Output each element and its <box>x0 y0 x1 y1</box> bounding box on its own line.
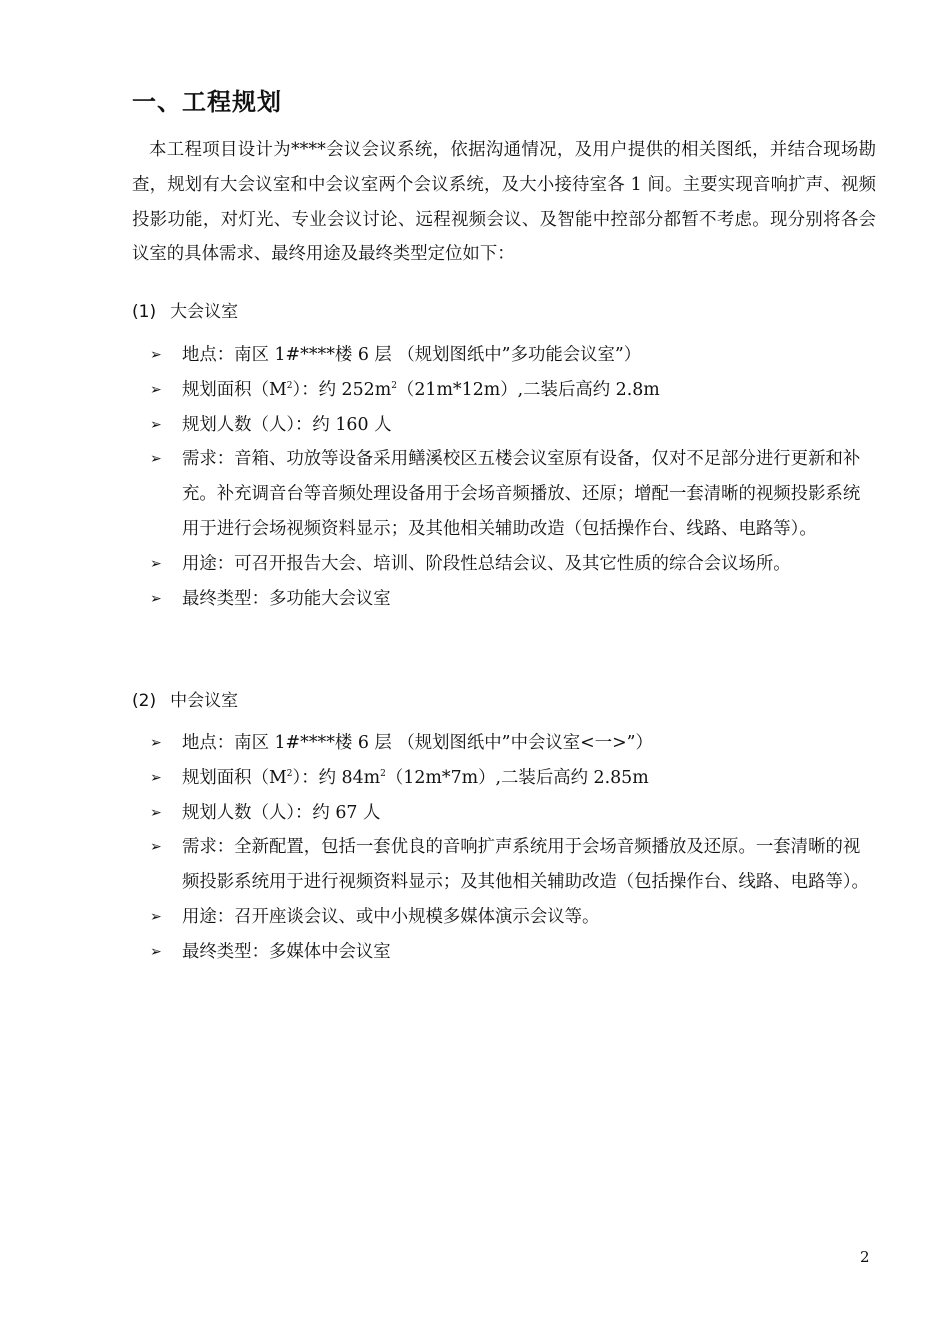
subheading-large-room <box>132 297 238 322</box>
section-title: 一、工程规划 <box>132 88 282 116</box>
arrow-bullet-icon: ➢ <box>150 769 162 786</box>
list-item-purpose: ➢ 用途：可召开报告大会、培训、阶段性总结会议、及其它性质的综合会议场所。 <box>150 547 876 582</box>
list-item-needs: ➢ 需求：音箱、功放等设备采用鳝溪校区五楼会议室原有设备，仅对不足部分进行更新和补充。补充调音台等音频处理设备用于会场音频播放、还原；增配一套清晰的视频投影系统用于进行会场视频资料显示；及其他相关辅助改造（包括操作台、线路、电路等）。 <box>150 442 876 546</box>
list-item-purpose: ➢ 用途：召开座谈会议、或中小规模多媒体演示会议等。 <box>150 900 876 935</box>
arrow-bullet-icon: ➢ <box>150 735 162 751</box>
list-item-needs: ➢ 需求：全新配置，包括一套优良的音响扩声系统用于会场音频播放及还原。一套清晰的视频投影系统用于进行视频资料显示；及其他相关辅助改造（包括操作台、线路、电路等）。 <box>150 830 876 900</box>
list-item-location: ➢ 地点：南区 1#****楼 6 层 （规划图纸中”多功能会议室”） <box>150 338 876 373</box>
intro-paragraph: 本工程项目设计为****会议会议系统，依据沟通情况，及用户提供的相关图纸，并结合现场勘查，规划有大会议室和中会议室两个会议系统，及大小接待室各 1 间。主要实现音响扩声、视频投影功能，对灯光、专业会议讨论、远程视频会议、及智能中控部分都暂不考虑。现分别将各会议室的具体需求、最终用途及最终类型定位如下： <box>132 140 876 265</box>
subheading-number: (2) <box>132 691 157 711</box>
arrow-bullet-icon: ➢ <box>150 347 162 363</box>
arrow-bullet-icon: ➢ <box>150 451 162 468</box>
arrow-bullet-icon: ➢ <box>150 381 162 398</box>
medium-room-list <box>150 726 876 970</box>
list-item-type: ➢ 最终类型：多媒体中会议室 <box>150 935 876 970</box>
list-item-location: ➢ 地点：南区 1#****楼 6 层 （规划图纸中”中会议室<一>”） <box>150 726 876 761</box>
arrow-bullet-icon: ➢ <box>150 416 162 433</box>
subheading-label: 中会议室 <box>170 691 239 711</box>
arrow-bullet-icon: ➢ <box>150 943 162 960</box>
arrow-bullet-icon: ➢ <box>150 839 162 856</box>
list-item-people: ➢ 规划人数（人）：约 160 人 <box>150 408 876 443</box>
arrow-bullet-icon: ➢ <box>150 590 162 607</box>
list-item-type: ➢ 最终类型：多功能大会议室 <box>150 582 876 617</box>
large-room-list <box>150 338 876 616</box>
page-number: 2 <box>860 1248 870 1266</box>
list-item-people: ➢ 规划人数（人）：约 67 人 <box>150 796 876 831</box>
list-item-area: ➢ 规划面积$(M^2)$：约 $84m^2(12m*7m)$,二装后高约 2.85m <box>150 761 876 796</box>
subheading-number: (1) <box>132 302 157 322</box>
arrow-bullet-icon: ➢ <box>150 555 162 572</box>
subheading-label: 大会议室 <box>170 302 239 322</box>
arrow-bullet-icon: ➢ <box>150 908 162 925</box>
arrow-bullet-icon: ➢ <box>150 804 162 821</box>
list-item-area: ➢ 规划面积$(M^2)$：约 $252m^2(21m*12m)$,二装后高约 2.8m <box>150 373 876 408</box>
subheading-medium-room <box>132 686 238 711</box>
